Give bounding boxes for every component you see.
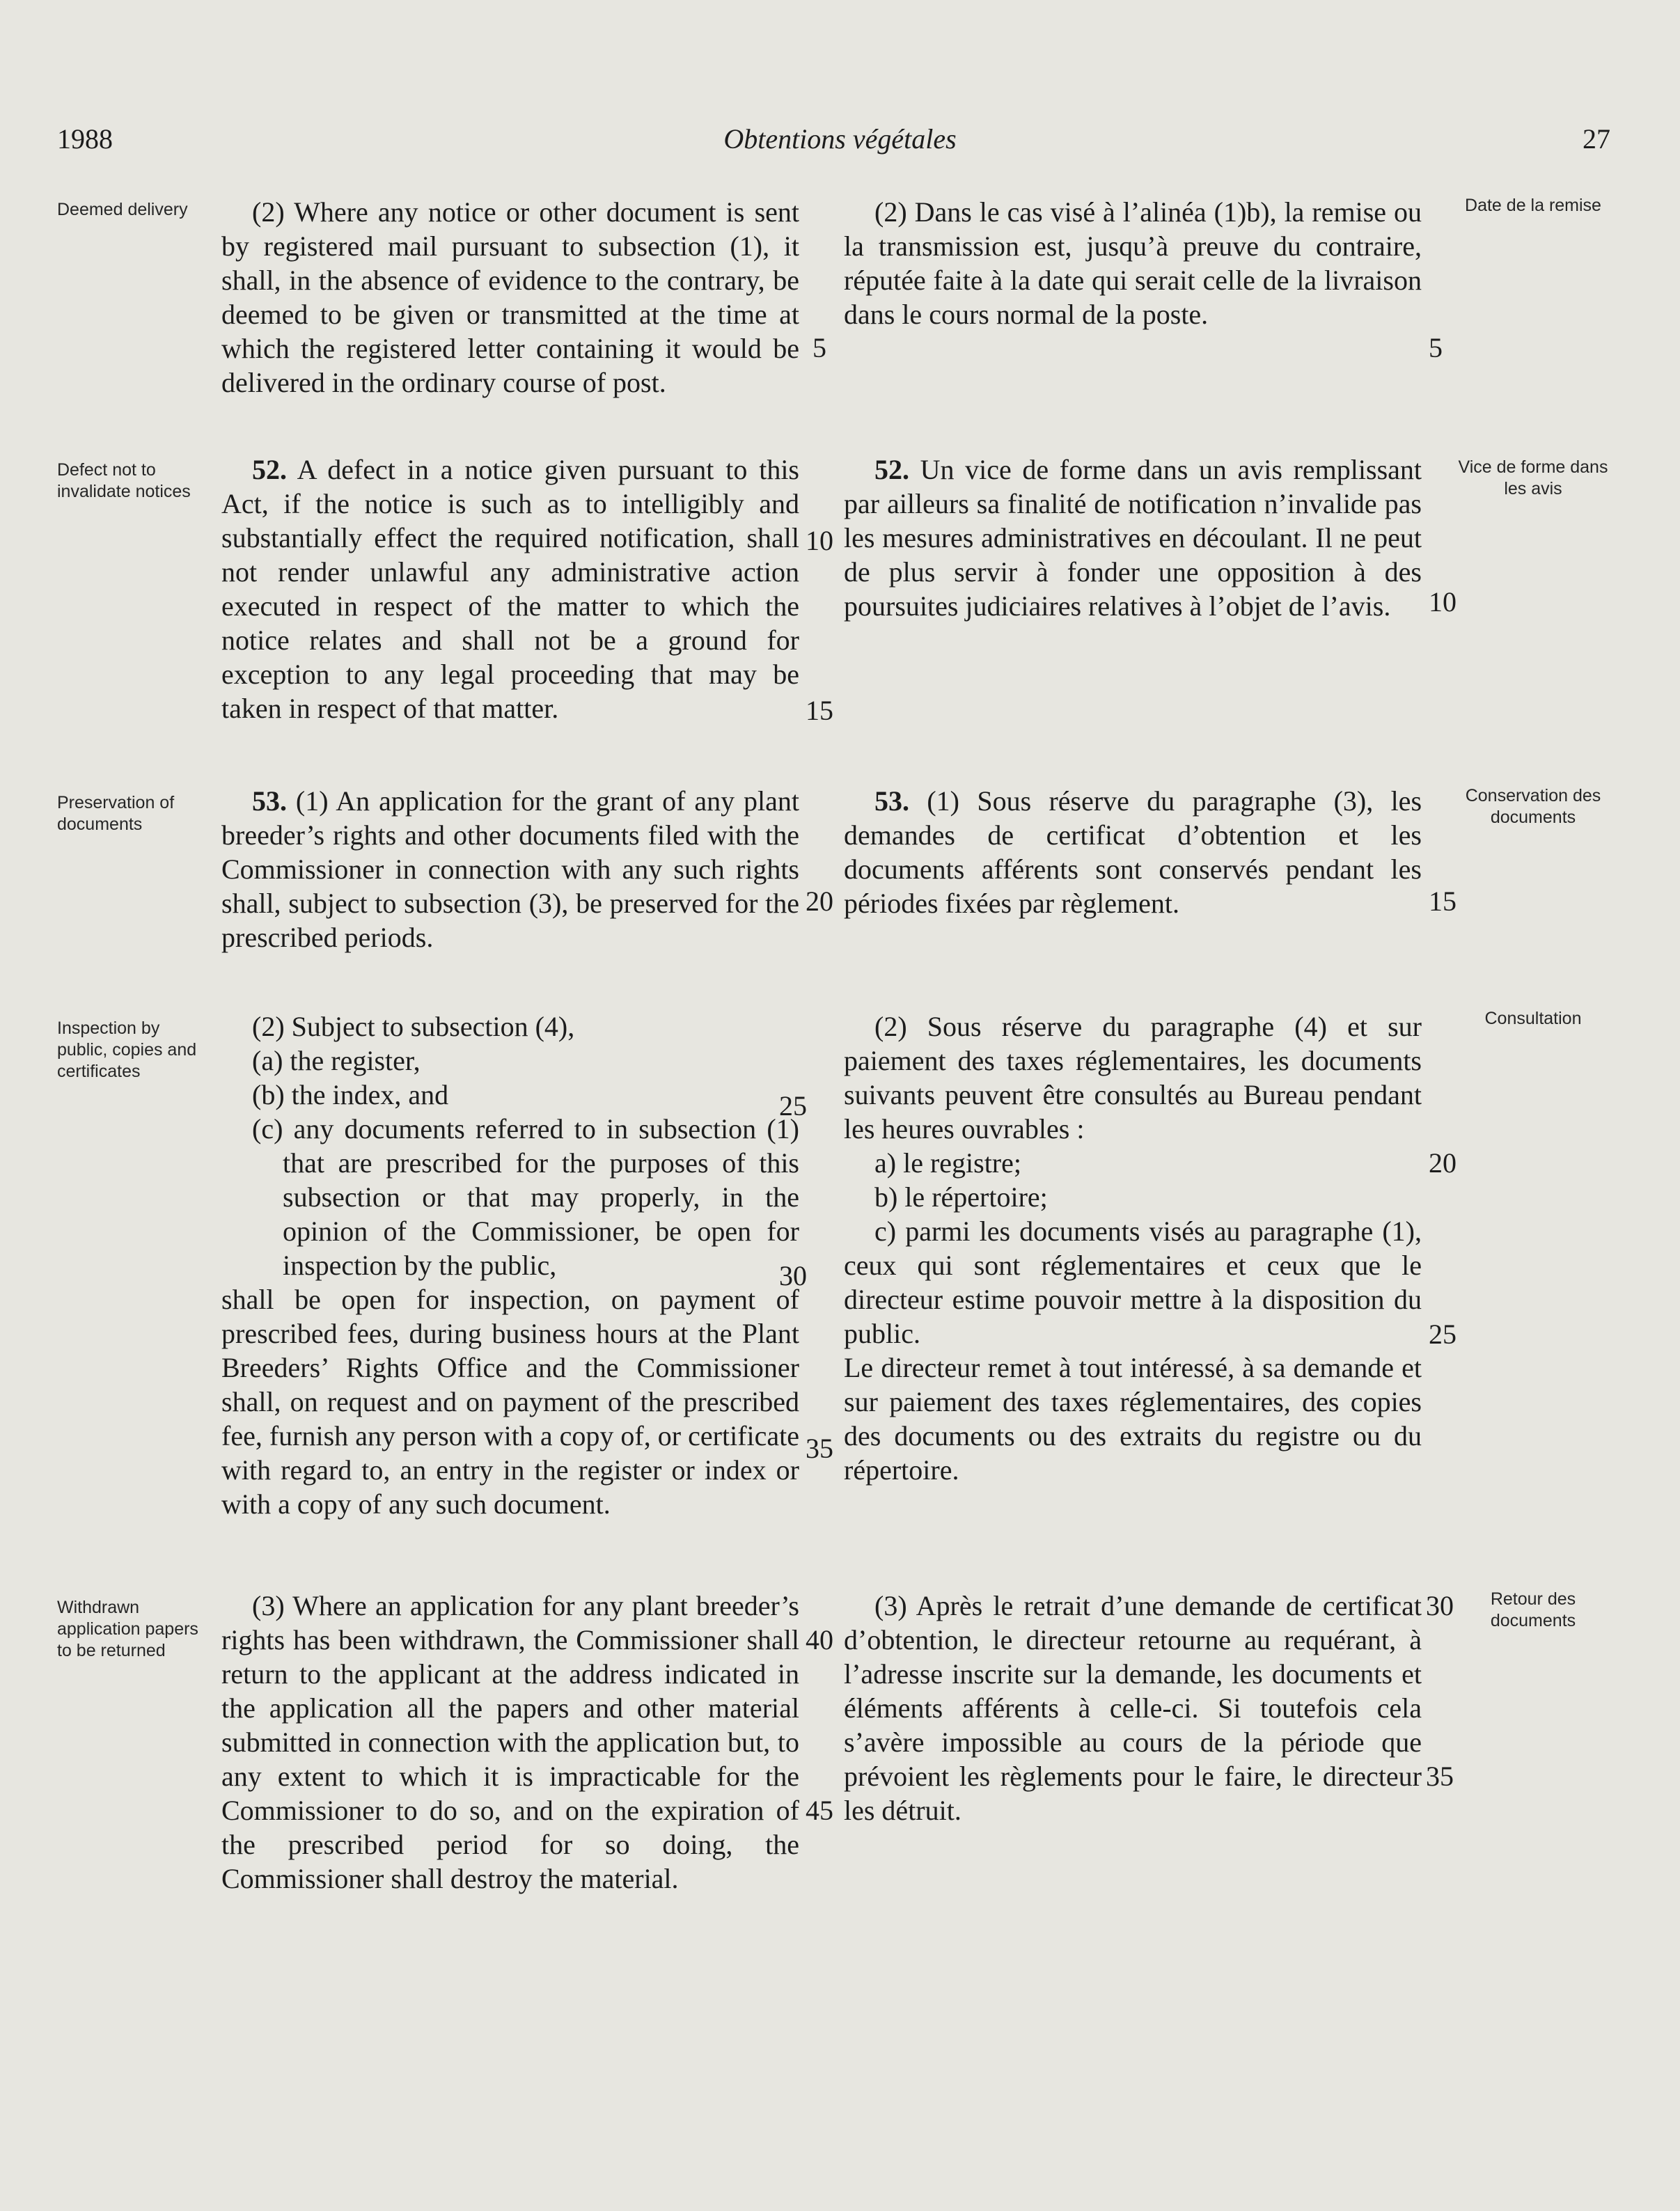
line-number: 35 [806, 1433, 833, 1464]
margin-note-retour: Retour des documents [1490, 1589, 1576, 1630]
line-number: 45 [806, 1795, 833, 1826]
page-number: 27 [1583, 123, 1610, 155]
list-item: (b) the index, and [252, 1079, 449, 1110]
en-s52 [221, 453, 799, 725]
line-number: 30 [779, 1260, 807, 1291]
paragraph-text: (3) Après le retrait d’une demande de certificat d’obtention, le directeur retourne au requérant, à l’adresse inscrite sur la demande, les documents et éléments afférents à celle-ci. Si toutefois cela s’avère impossible au cours de la période que prévoient les règlements pour le faire, le directeur les détruit. [844, 1590, 1422, 1826]
list-item: a) le registre; [874, 1147, 1021, 1179]
line-number: 15 [1429, 886, 1457, 917]
section-number: 52. [252, 454, 287, 485]
margin-note-inspection: Inspection by public, copies and certificates [57, 1018, 197, 1081]
paragraph-text: 52. Un vice de forme dans un avis remplissant par ailleurs sa finalité de notification n’invalide pas les mesures administratives en découlant. Il ne peut de plus servir à fonder une opposition à des poursuites judiciaires relatives à l’objet de l’avis. [844, 454, 1422, 622]
line-number: 25 [779, 1090, 807, 1122]
margin-note-date-remise: Date de la remise [1465, 196, 1601, 215]
en-s53-3 [221, 1589, 799, 1896]
section-number: 53. [874, 785, 909, 817]
paragraph-text: (3) Where an application for any plant breeder’s rights has been withdrawn, the Commissioner shall return to the applicant at the address indicated in the application all the papers and other material submitted in connection with the application but, to any extent to which it is impracticable for the Commissioner to do so, and on the expiration of the prescribed period for so doing, the Commissioner shall destroy the material. [221, 1590, 799, 1894]
margin-note-withdrawn: Withdrawn application papers to be returned [57, 1598, 198, 1660]
line-number: 10 [1429, 586, 1457, 617]
fr-s53-1 [844, 784, 1422, 920]
paragraph-text: shall be open for inspection, on payment of prescribed fees, during business hours at the Plant Breeders’ Rights Office and the Commissioner shall, on request and on payment of the prescribed fee, furnish any person with a copy of, or certificate with regard to, an entry in the register or index or with a copy of any such document. [221, 1284, 799, 1520]
paragraph-text: (2) Where any notice or other document is sent by registered mail pursuant to subsection (1), it shall, in the absence of evidence to the contrary, be deemed to be given or transmitted at the time at which the registered letter containing it would be delivered in the ordinary course of post. [221, 196, 799, 398]
section-number: 53. [252, 785, 287, 817]
line-number: 25 [1429, 1319, 1457, 1350]
fr-s53-3 [844, 1589, 1422, 1827]
line-number: 5 [1429, 332, 1443, 363]
en-s53-1 [221, 784, 799, 954]
line-number: 40 [806, 1624, 833, 1655]
list-item: c) parmi les documents visés au paragraphe (1), ceux qui sont réglementaires et ceux que le directeur estime pouvoir mettre à la disposition du public. [844, 1215, 1422, 1349]
margin-note-deemed-delivery: Deemed delivery [57, 200, 188, 219]
line-number: 15 [806, 695, 833, 726]
list-item: (c) any documents referred to in subsection (1) that are prescribed for the purposes of this subsection or that may properly, in the opinion of the Commissioner, be open for inspection by the public, [252, 1113, 799, 1281]
paragraph-text: 52. A defect in a notice given pursuant to this Act, if the notice is such as to intelligibly and substantially effect the required notification, shall not render unlawful any administrative action executed in respect of the matter to which the notice relates and shall not be a ground for exception to any legal proceeding that may be taken in respect of that matter. [221, 454, 799, 724]
margin-note-preservation: Preservation of documents [57, 793, 175, 834]
margin-note-vice-forme: Vice de forme dans les avis [1458, 457, 1608, 498]
list-item: b) le répertoire; [874, 1181, 1048, 1213]
paragraph-text: 53. (1) Sous réserve du paragraphe (3), les demandes de certificat d’obtention et les documents afférents sont conservés pendant les périodes fixées par règlement. [844, 785, 1422, 919]
paragraph-text: (2) Dans le cas visé à l’alinéa (1)b), la remise ou la transmission est, jusqu’à preuve du contraire, réputée faite à la date qui serait celle de la livraison dans le cours normal de la poste. [844, 196, 1422, 330]
line-number: 20 [1429, 1147, 1457, 1179]
margin-note-conservation: Conservation des documents [1465, 786, 1601, 827]
fr-s53-2 [844, 1009, 1422, 1487]
header-title: Obtentions végétales [723, 123, 957, 155]
section-number: 52. [874, 454, 909, 485]
paragraph-intro: (2) Subject to subsection (4), [252, 1011, 575, 1042]
line-number: 5 [812, 332, 826, 363]
header-year: 1988 [57, 123, 113, 155]
line-number: 35 [1426, 1761, 1454, 1792]
fr-s51-2 [844, 195, 1422, 331]
margin-note-consultation: Consultation [1484, 1009, 1582, 1028]
paragraph-text: 53. (1) An application for the grant of any plant breeder’s rights and other documents filed with the Commissioner in connection with any such rights shall, subject to subsection (3), be preserved for the prescribed periods. [221, 785, 799, 953]
en-s51-2 [221, 195, 799, 400]
fr-s52 [844, 453, 1422, 623]
margin-note-defect-notices: Defect not to invalidate notices [57, 460, 191, 501]
en-s53-2 [221, 1009, 799, 1521]
paragraph-intro: (2) Sous réserve du paragraphe (4) et sur paiement des taxes réglementaires, les documents suivants peuvent être consultés au Bureau pendant les heures ouvrables : [844, 1011, 1422, 1144]
line-number: 10 [806, 525, 833, 556]
line-number: 30 [1426, 1590, 1454, 1621]
line-number: 20 [806, 886, 833, 917]
paragraph-text: Le directeur remet à tout intéressé, à sa demande et sur paiement des taxes réglementaires, des copies des documents ou des extraits du registre ou du répertoire. [844, 1352, 1422, 1486]
list-item: (a) the register, [252, 1045, 421, 1076]
